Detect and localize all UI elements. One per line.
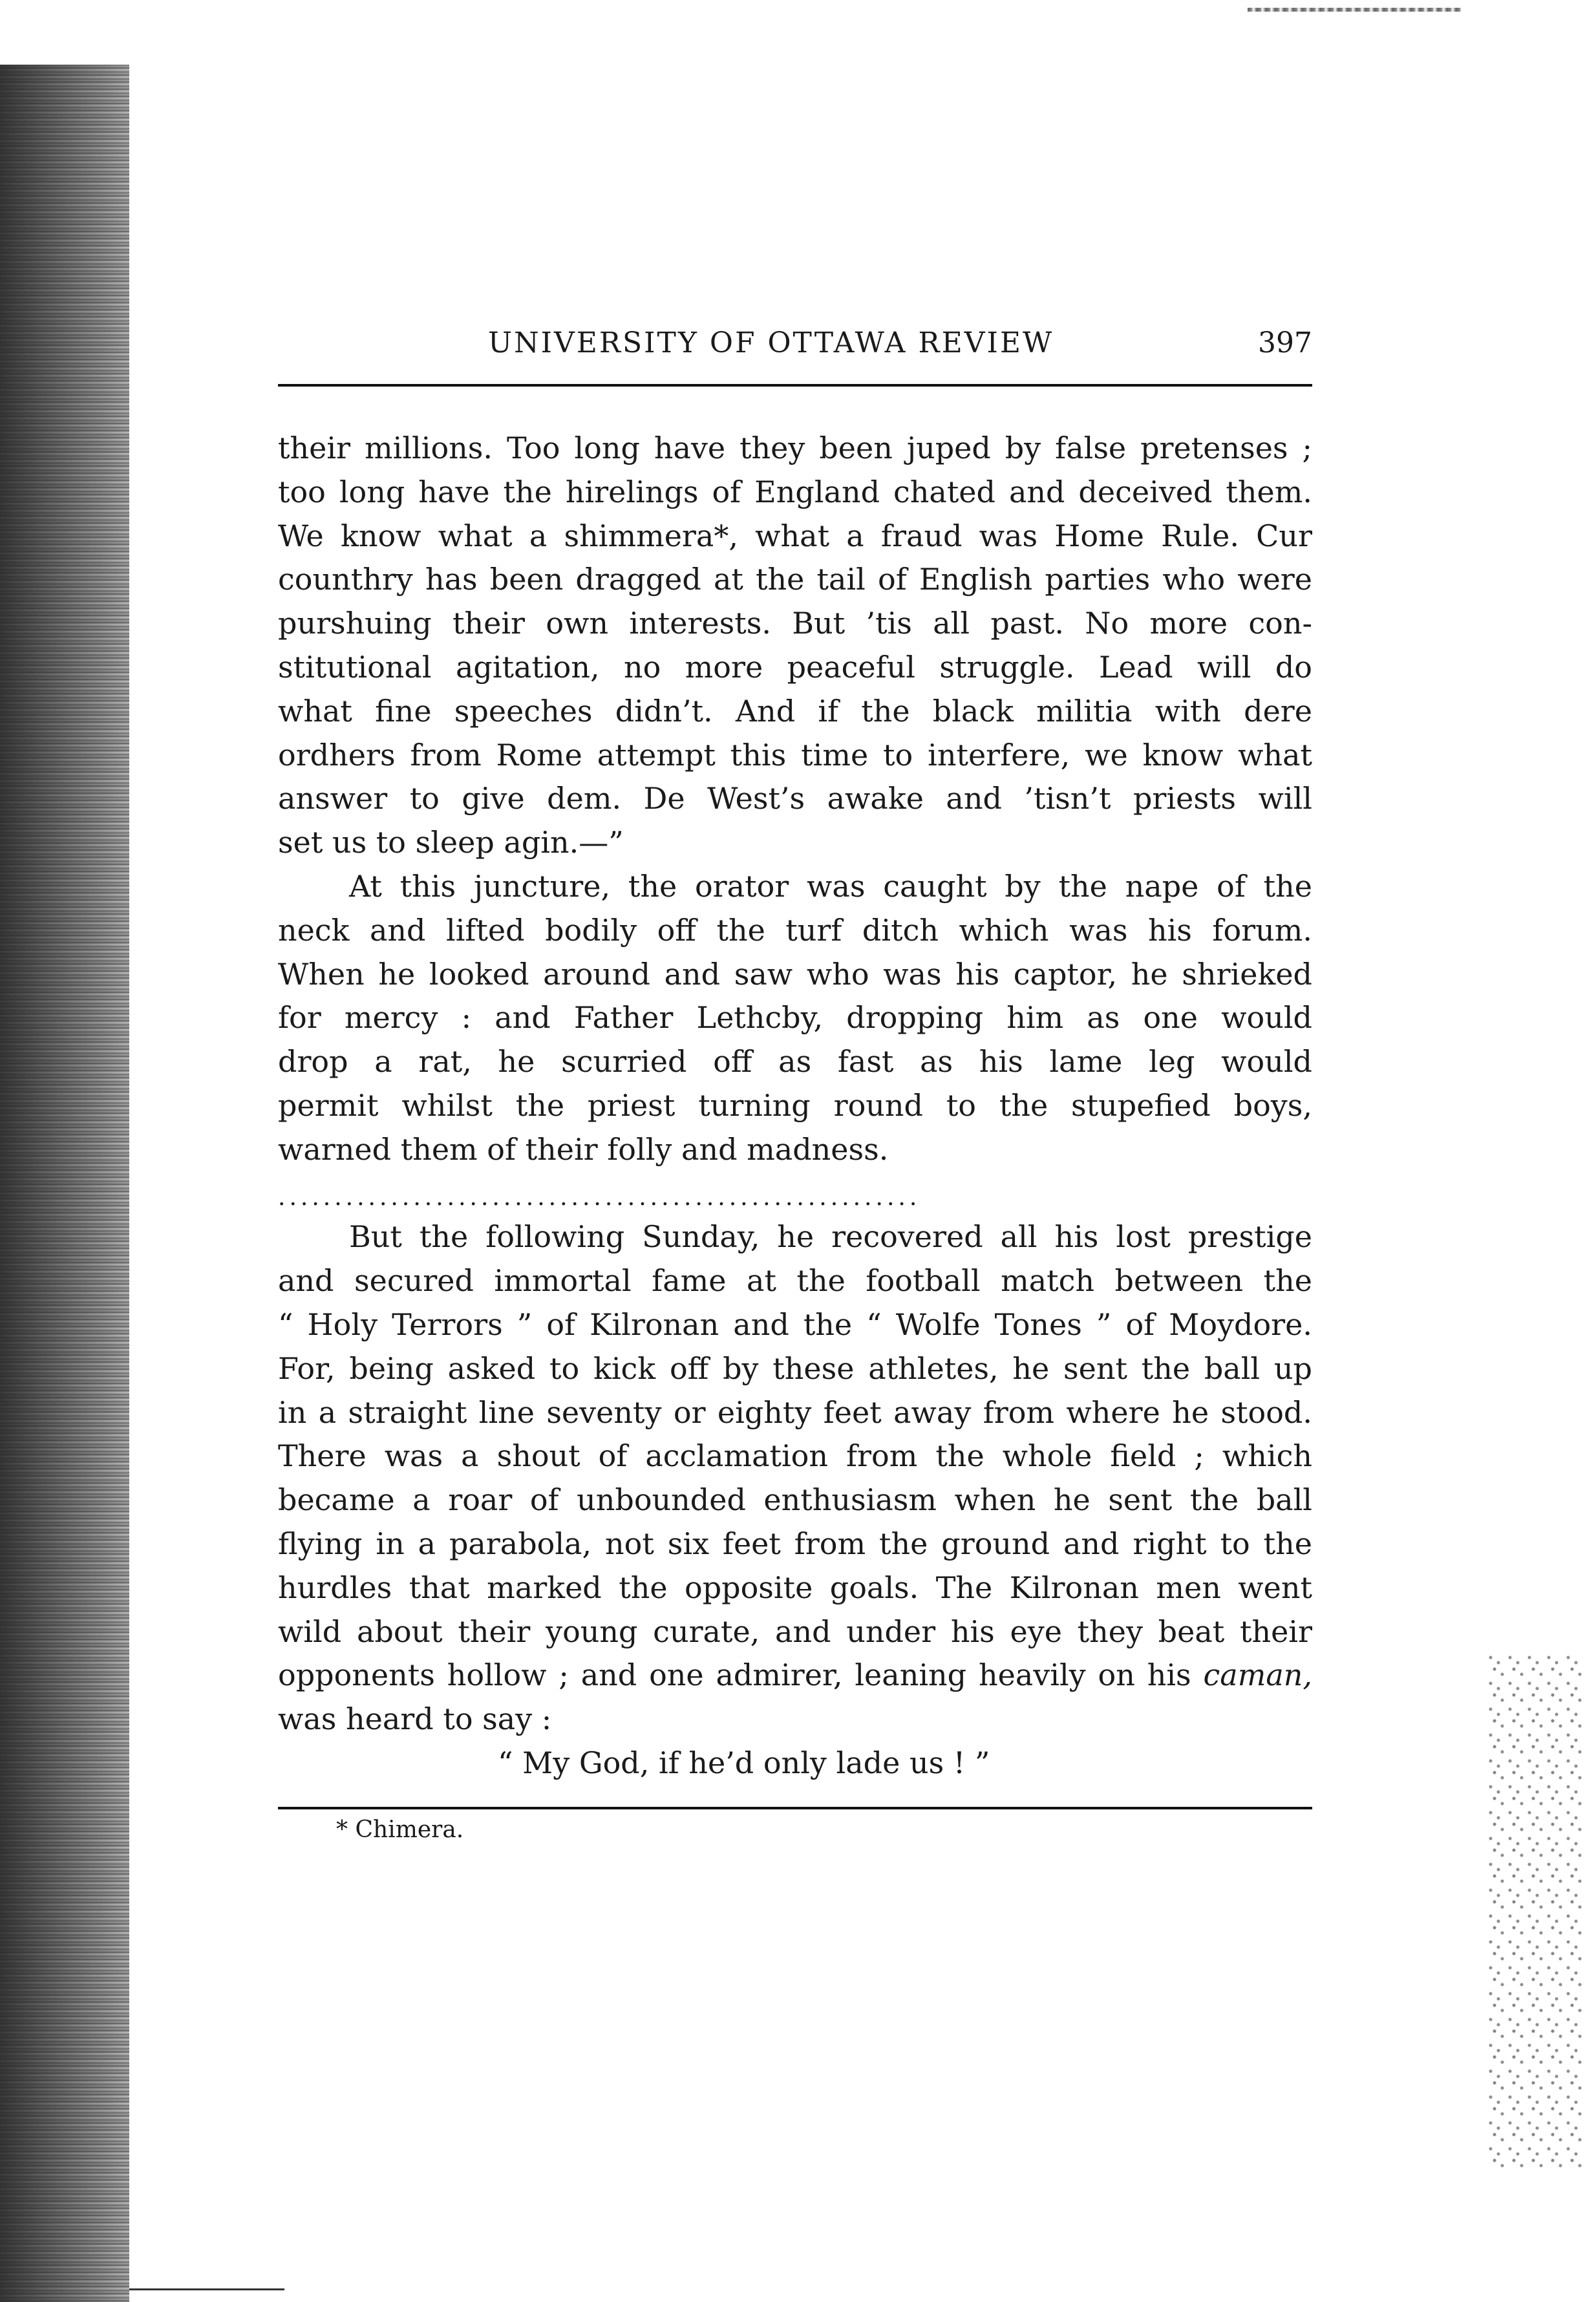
text-line: permit whilst the priest turning round to the stupefied boys, — [278, 1087, 1312, 1123]
text-line: warned them of their folly and madness. — [278, 1131, 889, 1167]
text-fragment: opponents hollow ; and one admirer, leaning heavily on his — [278, 1657, 1191, 1693]
text-line: There was a shout of acclamation from the whole field ; which — [278, 1438, 1312, 1474]
text-line: flying in a parabola, not six feet from the ground and right to the — [278, 1526, 1312, 1561]
text-line: set us to sleep agin.—” — [278, 825, 624, 860]
text-line: But the following Sunday, he recovered all his lost prestige — [349, 1219, 1312, 1255]
text-line: too long have the hirelings of England chated and deceived them. — [278, 474, 1312, 509]
text-line: in a straight line seventy or eighty feet away from where he stood. — [278, 1394, 1312, 1430]
header-rule — [278, 384, 1312, 387]
text-line: hurdles that marked the opposite goals. The Kilronan men went — [278, 1570, 1312, 1605]
page-number: 397 — [1258, 326, 1312, 359]
footnote-rule — [278, 1807, 1312, 1809]
scan-noise-right — [1487, 1655, 1584, 2172]
text-line: answer to give dem. De West’s awake and ’tisn’t priests will — [278, 781, 1312, 816]
closing-quote: “ My God, if he’d only lade us ! ” — [498, 1745, 990, 1780]
scan-noise-top — [1248, 8, 1461, 12]
text-line — [278, 1654, 1312, 1698]
text-line: was heard to say : — [278, 1701, 552, 1737]
italic-word: caman, — [1203, 1657, 1312, 1693]
text-line: neck and lifted bodily off the turf ditch which was his forum. — [278, 912, 1312, 948]
body-text — [278, 427, 1312, 1785]
scanned-binding-edge — [0, 65, 129, 2302]
text-line: purshuing their own interests. But ’tis all past. No more con- — [278, 606, 1312, 641]
text-line: At this juncture, the orator was caught by the nape of the — [349, 868, 1312, 904]
text-line: stitutional agitation, no more peaceful struggle. Lead will do — [278, 649, 1312, 685]
text-line: became a roar of unbounded enthusiasm when he sent the ball — [278, 1482, 1312, 1518]
running-head — [278, 326, 1312, 372]
text-line: ordhers from Rome attempt this time to interfere, we know what — [278, 737, 1312, 773]
section-break-dots: ......................................................... — [278, 1184, 921, 1211]
text-line: “ Holy Terrors ” of Kilronan and the “ Wolfe Tones ” of Moydore. — [278, 1306, 1312, 1342]
footnote: * Chimera. — [336, 1817, 464, 1843]
text-line: their millions. Too long have they been juped by false pretenses ; — [278, 431, 1312, 465]
text-line: counthry has been dragged at the tail of English parties who were — [278, 562, 1312, 597]
text-line: drop a rat, he scurried off as fast as his lame leg would — [278, 1044, 1312, 1080]
text-line: When he looked around and saw who was his captor, he shrieked — [278, 956, 1312, 992]
text-line: wild about their young curate, and under his eye they beat their — [278, 1614, 1312, 1649]
text-line: for mercy : and Father Lethсby, dropping him as one would — [278, 1000, 1312, 1036]
running-title: UNIVERSITY OF OTTAWA REVIEW — [488, 326, 1054, 359]
scan-edge-line — [129, 2288, 284, 2290]
text-line: what fine speeches didn’t. And if the black militia with dere — [278, 693, 1312, 729]
text-line: We know what a shimmera*, what a fraud was Home Rule. Cur — [278, 518, 1312, 553]
text-line: and secured immortal fame at the football match between the — [278, 1263, 1312, 1299]
text-line: For, being asked to kick off by these athletes, he sent the ball up — [278, 1350, 1312, 1386]
